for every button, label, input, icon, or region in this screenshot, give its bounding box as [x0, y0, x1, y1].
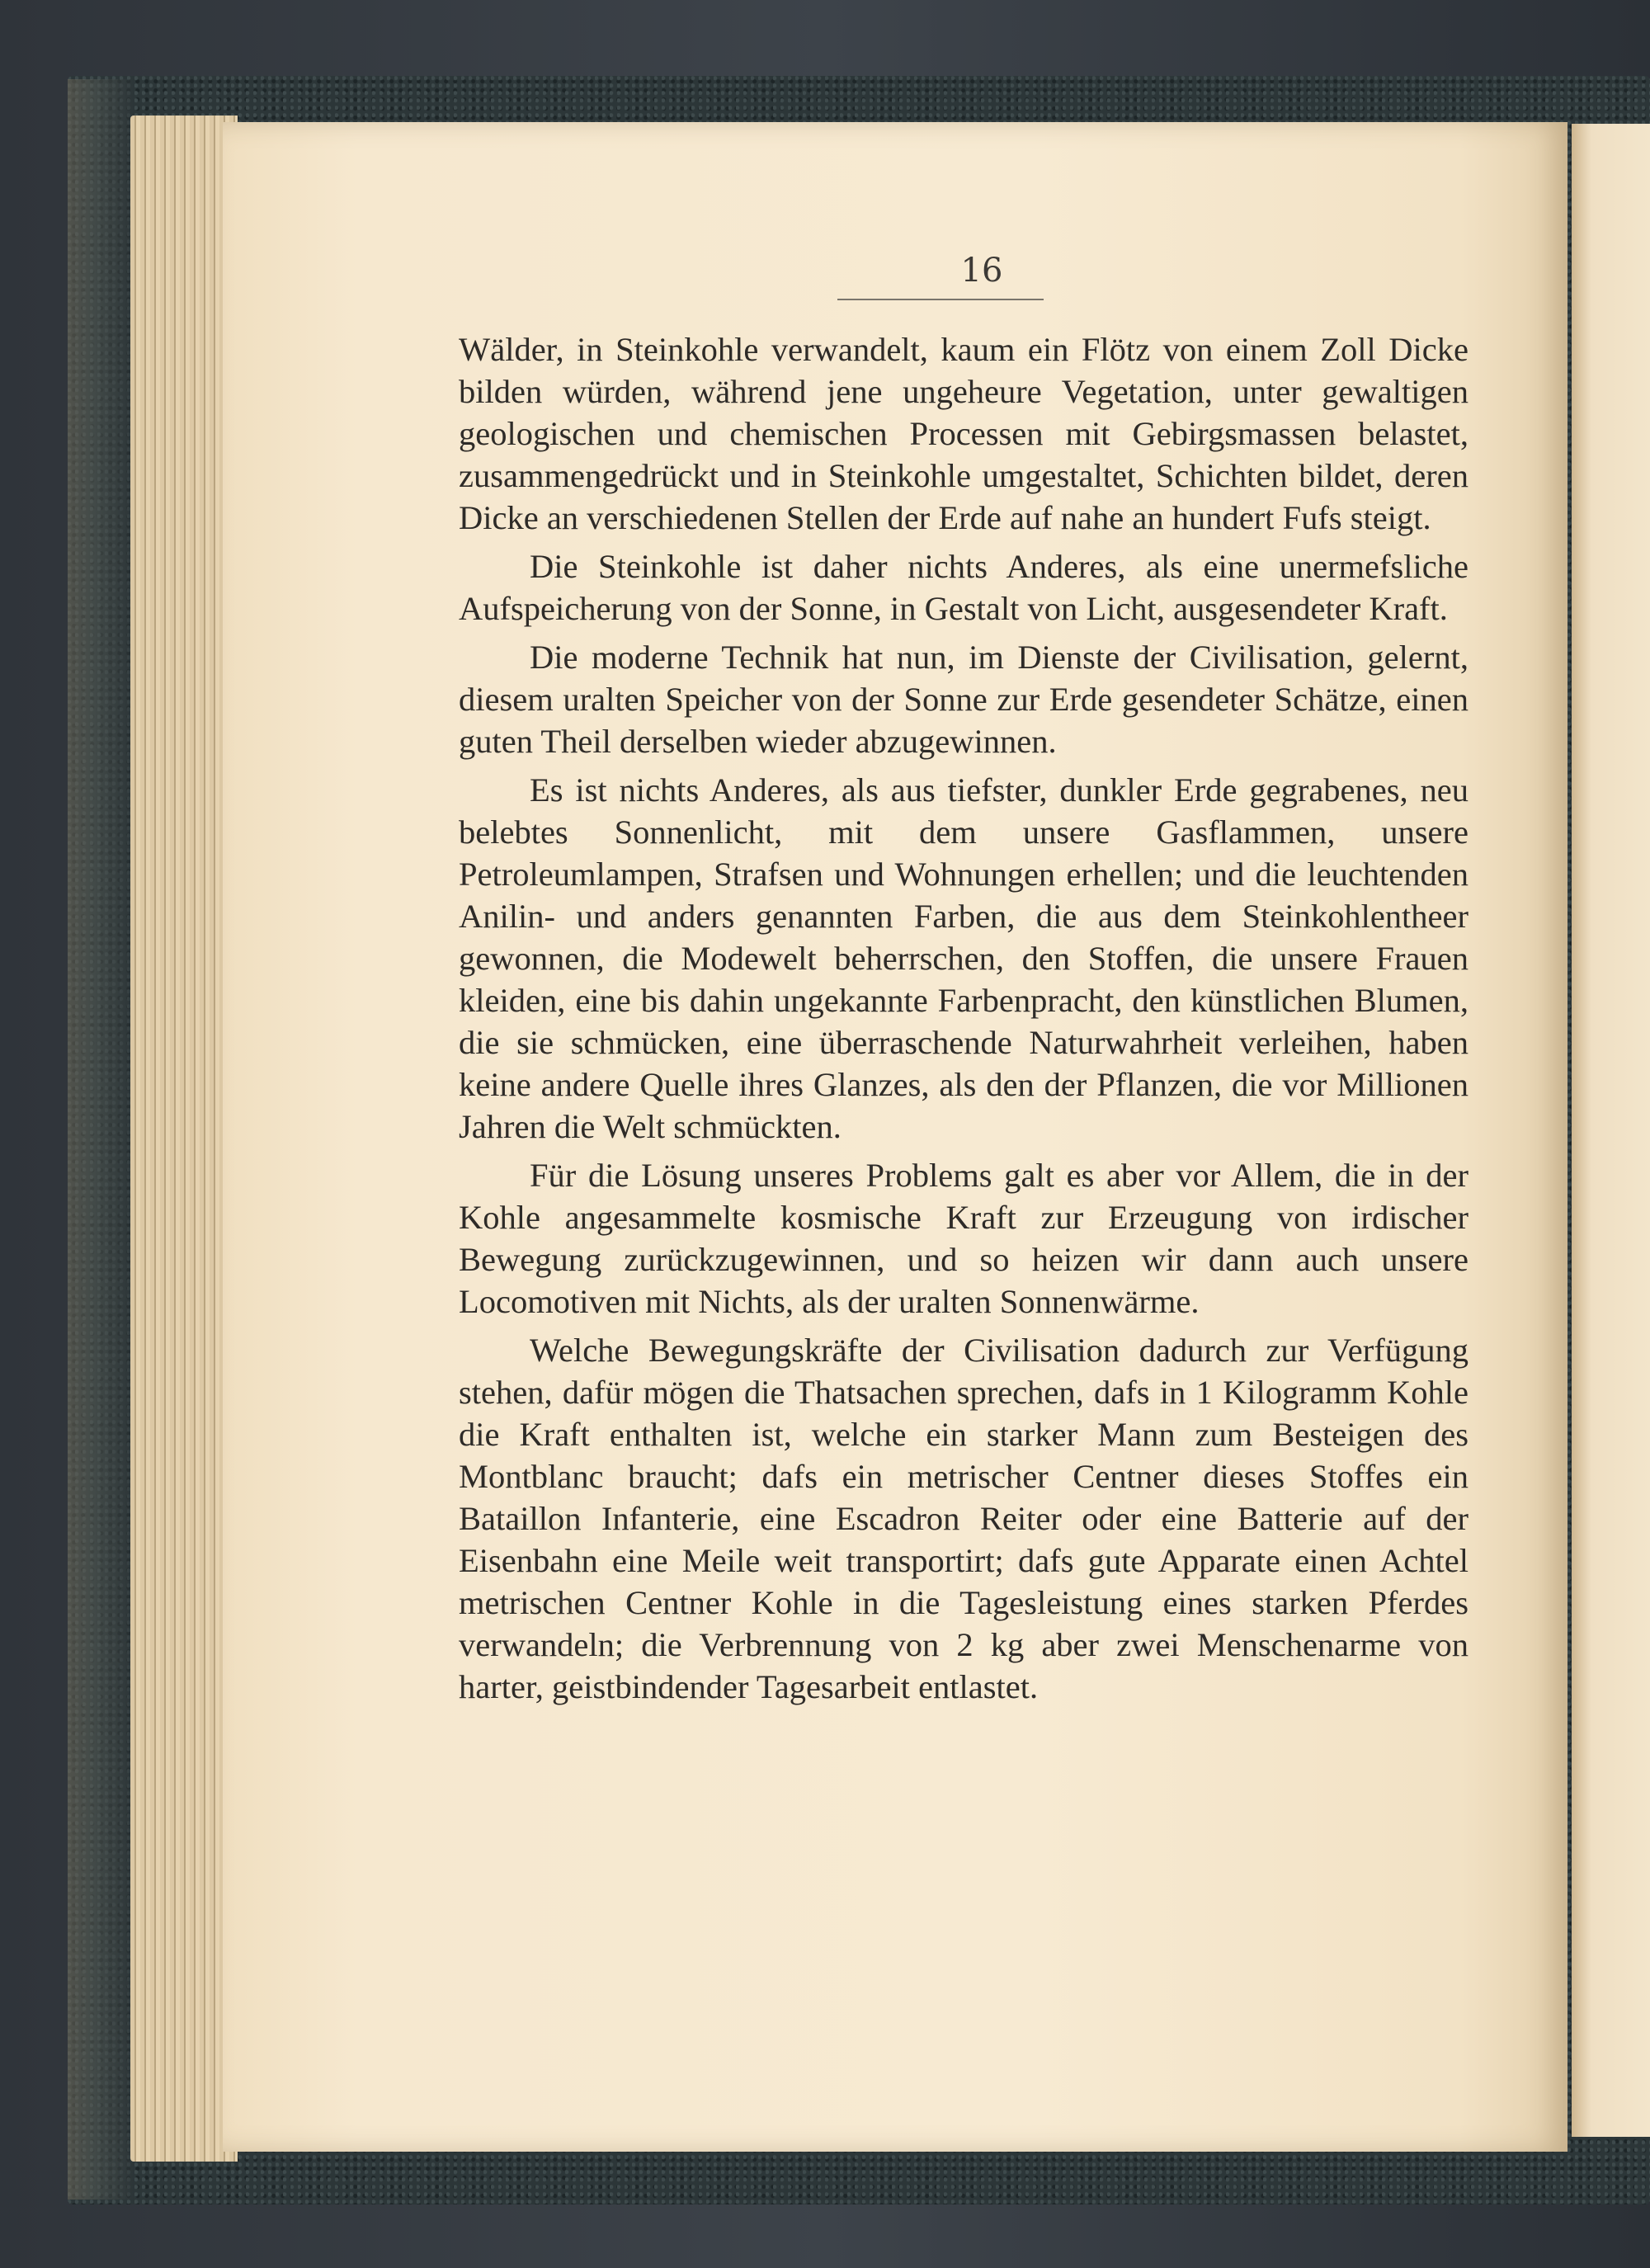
- paragraph: Es ist nichts Anderes, als aus tiefster, dunkler Erde gegrabenes, neu belebtes Sonnenlicht, mit dem unsere Gasflammen, unsere Petroleumlampen, Strafsen und Wohnungen erhellen; und die leuchtenden Anilin- und anders genannten Farben, die aus dem Steinkohlentheer gewonnen, die Modewelt beherrschen, den Stoffen, die unsere Frauen kleiden, eine bis dahin ungekannte Farbenpracht, den künstlichen Blumen, die sie schmücken, eine überraschende Naturwahrheit verleihen, haben keine andere Quelle ihres Glanzes, als den der Pflanzen, die vor Millionen Jahren die Welt schmückten.: [459, 771, 1468, 1145]
- page-edges: [130, 116, 238, 2162]
- page-number-rule: [837, 299, 1044, 300]
- paragraph: Die Steinkohle ist daher nichts Anderes, als eine unermefsliche Aufspeicherung von der Sonne, in Gestalt von Licht, ausgesendeter Kraft.: [459, 548, 1468, 627]
- paragraph: Die moderne Technik hat nun, im Dienste der Civilisation, gelernt, diesem uralten Speicher von der Sonne zur Erde gesendeter Schätze, einen guten Theil derselben wieder abzugewinnen.: [459, 639, 1468, 760]
- paragraph: Wälder, in Steinkohle verwandelt, kaum ein Flötz von einem Zoll Dicke bilden würden, während jene ungeheure Vegetation, unter gewaltigen geologischen und chemischen Processen mit Gebirgsmassen belastet, zusammengedrückt und in Steinkohle umgestaltet, Schichten bildet, deren Dicke an verschiedenen Stellen der Erde auf nahe an hundert Fufs steigt.: [459, 331, 1468, 536]
- paragraph: Für die Lösung unseres Problems galt es aber vor Allem, die in der Kohle angesammelte kosmische Kraft zur Erzeugung von irdischer Bewegung zurückzugewinnen, und so heizen wir dann auch unsere Locomotiven mit Nichts, als der uralten Sonnenwärme.: [459, 1157, 1468, 1320]
- cover-worn-edge: [68, 79, 134, 2200]
- facing-page: [1572, 124, 1650, 2137]
- page-number: 16: [960, 252, 1003, 290]
- body-text: [459, 328, 1468, 1714]
- paragraph: Welche Bewegungskräfte der Civilisation dadurch zur Verfügung stehen, dafür mögen die Thatsachen sprechen, dafs in 1 Kilogramm Kohle die Kraft enthalten ist, welche ein starker Mann zum Besteigen des Montblanc braucht; dafs ein metrischer Centner dieses Stoffes ein Bataillon Infanterie, eine Escadron Reiter oder eine Batterie auf der Eisenbahn eine Meile weit transportirt; dafs gute Apparate einen Achtel metrischen Centner Kohle in die Tagesleistung eines starken Pferdes verwandeln; die Verbrennung von 2 kg aber zwei Menschenarme von harter, geistbindender Tagesarbeit entlastet.: [459, 1332, 1468, 1705]
